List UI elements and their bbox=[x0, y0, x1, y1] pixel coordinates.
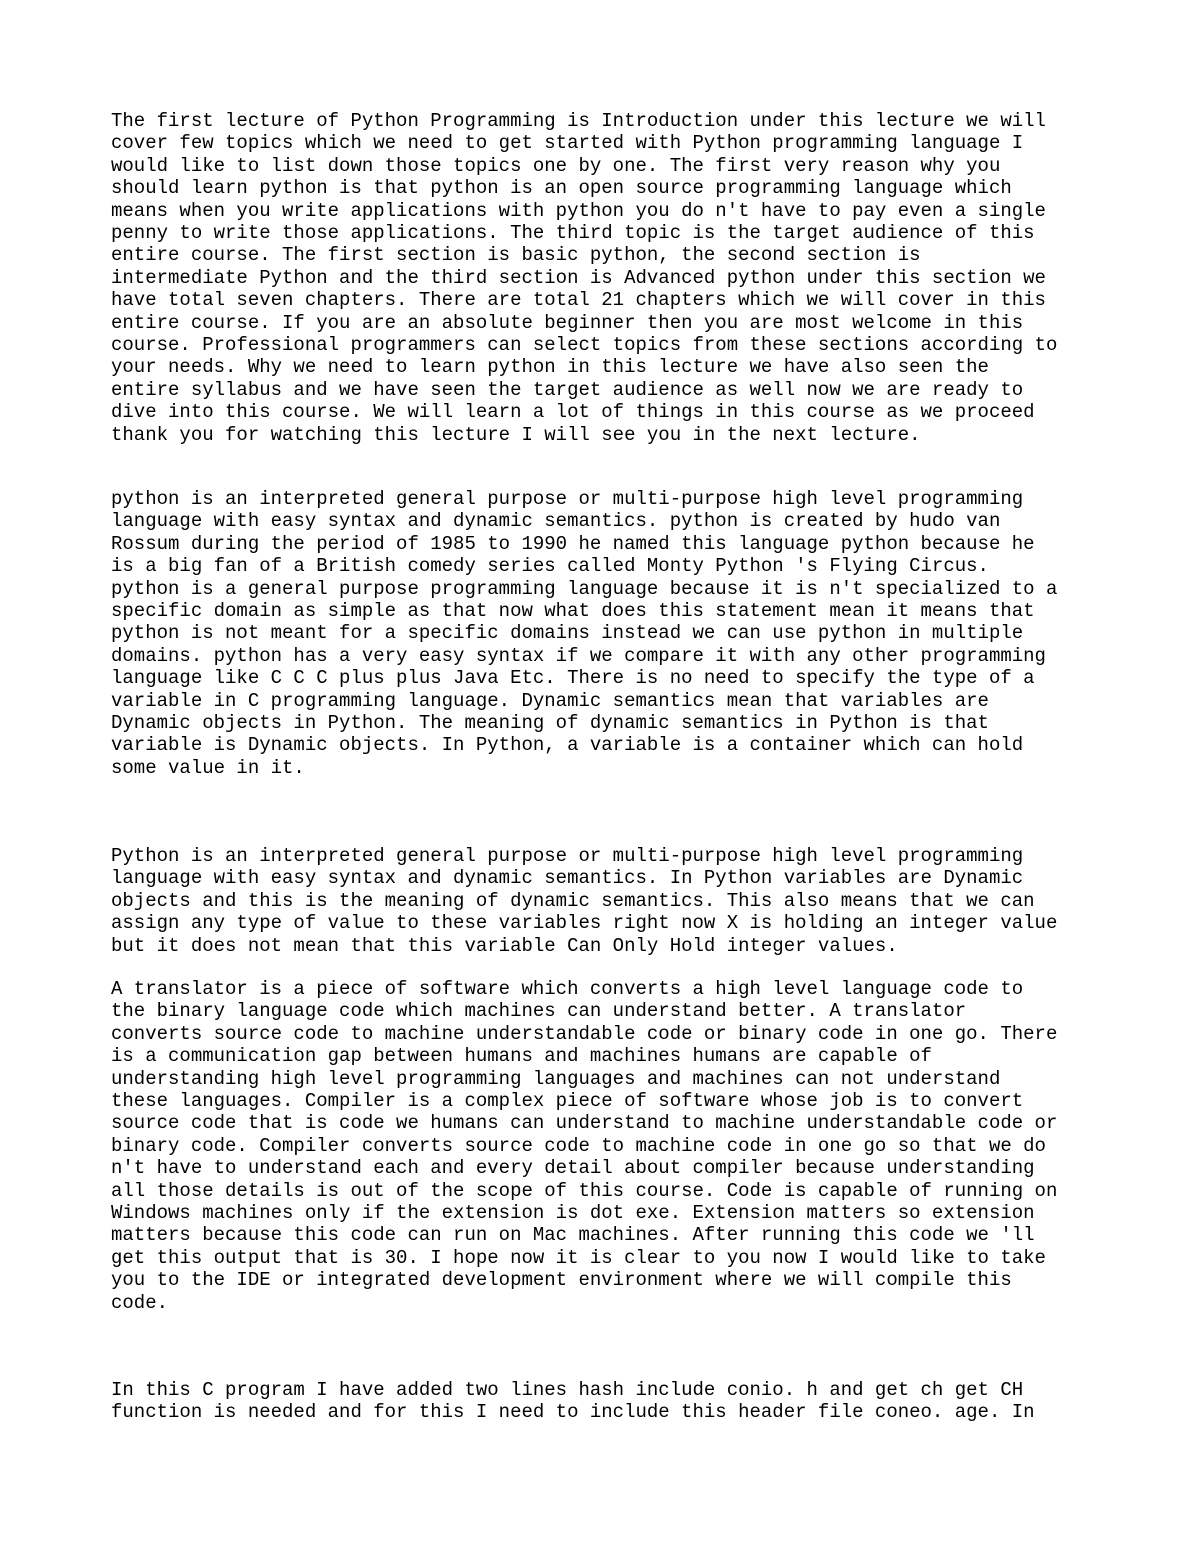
paragraph-translator-compiler: A translator is a piece of software which converts a high level language code to the binary language code which machines can understand better. A translator converts source code to machine understandable code or binary code in one go. There is a communication gap between humans and machines humans are capable of understanding high level programming languages and machines can not understand these languages. Compiler is a complex piece of software whose job is to convert source code that is code we humans can understand to machine understandable code or binary code. Compiler converts source code to machine code in one go so that we do n't have to understand each and every detail about compiler because understanding all those details is out of the scope of this course. Code is capable of running on Windows machines only if the extension is dot exe. Extension matters so extension matters because this code can run on Mac machines. After running this code we 'll get this output that is 30. I hope now it is clear to you now I would like to take you to the IDE or integrated development environment where we will compile this code. bbox=[111, 978, 1058, 1314]
paragraph-python-intro-lecture: The first lecture of Python Programming is Introduction under this lecture we will cover few topics which we need to get started with Python programming language I would like to list down those topics one by one. The first very reason why you should learn python is that python is an open source programming language which means when you write applications with python you do n't have to pay even a single penny to write those applications. The third topic is the target audience of this entire course. The first section is basic python, the second section is intermediate Python and the third section is Advanced python under this section we have total seven chapters. There are total 21 chapters which we will cover in this entire course. If you are an absolute beginner then you are most welcome in this course. Professional programmers can select topics from these sections according to your needs. Why we need to learn python in this lecture we have also seen the entire syllabus and we have seen the target audience as well now we are ready to dive into this course. We will learn a lot of things in this course as we proceed thank you for watching this lecture I will see you in the next lecture. bbox=[111, 110, 1058, 446]
paragraph-c-program-conio: In this C program I have added two lines hash include conio. h and get ch get CH function is needed and for this I need to include this header file coneo. age. In bbox=[111, 1379, 1035, 1424]
paragraph-python-definition: python is an interpreted general purpose or multi-purpose high level programming language with easy syntax and dynamic semantics. python is created by hudo van Rossum during the period of 1985 to 1990 he named this language python because he is a big fan of a British comedy series called Monty Python 's Flying Circus. python is a general purpose programming language because it is n't specialized to a specific domain as simple as that now what does this statement mean it means that python is not meant for a specific domains instead we can use python in multiple domains. python has a very easy syntax if we compare it with any other programming language like C C C plus plus Java Etc. There is no need to specify the type of a variable in C programming language. Dynamic semantics mean that variables are Dynamic objects in Python. The meaning of dynamic semantics in Python is that variable is Dynamic objects. In Python, a variable is a container which can hold some value in it. bbox=[111, 488, 1058, 779]
paragraph-dynamic-semantics: Python is an interpreted general purpose or multi-purpose high level programming language with easy syntax and dynamic semantics. In Python variables are Dynamic objects and this is the meaning of dynamic semantics. This also means that we can assign any type of value to these variables right now X is holding an integer value but it does not mean that this variable Can Only Hold integer values. bbox=[111, 845, 1058, 957]
